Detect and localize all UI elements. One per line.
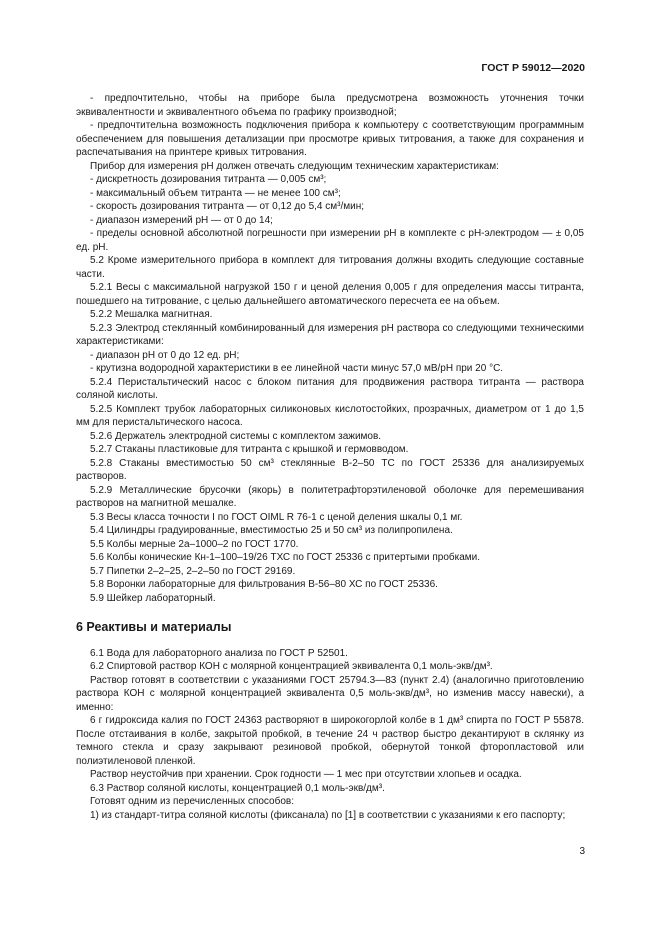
paragraph: 5.2.2 Мешалка магнитная. [90,309,213,320]
paragraph: - крутизна водородной характеристики в ее линейной части минус 57,0 мВ/рН при 20 °С. [90,363,504,374]
page-number: 3 [579,846,585,857]
paragraph: Прибор для измерения рН должен отвечать следующим техническим характеристикам: [90,160,499,172]
paragraph: 6.1 Вода для лабораторного анализа по ГОСТ Р 52501. [90,647,348,659]
paragraph: 5.4 Цилиндры градуированные, вместимостью 25 и 50 см³ из полипропилена. [90,525,453,536]
paragraph: 6.2 Спиртовой раствор КОН с молярной концентрацией эквивалента 0,1 моль-экв/дм³. [90,661,493,672]
paragraph: 5.3 Весы класса точности I по ГОСТ OIML R 76-1 с ценой деления шкалы 0,1 мг. [90,511,463,523]
paragraph: - дискретность дозирования титранта — 0,005 см³; [90,174,327,185]
paragraph: - пределы основной абсолютной погрешности при измерении рН в комплекте с рН-электродом — ± 0,05 ед. рН. [76,228,584,253]
paragraph: - скорость дозирования титранта — от 0,12 до 5,4 см³/мин; [90,201,365,212]
paragraph: 5.2.3 Электрод стеклянный комбинированный для измерения рН раствора со следующими техническими характеристиками: [76,322,584,347]
paragraph: 5.6 Колбы конические Кн-1–100–19/26 ТХС по ГОСТ 25336 с притертыми пробками. [90,552,481,563]
paragraph: Раствор неустойчив при хранении. Срок годности — 1 мес при отсутствии хлопьев и осадка. [90,769,522,780]
paragraph: 5.2.6 Держатель электродной системы с комплектом зажимов. [90,430,382,442]
paragraph: 5.2.4 Перистальтический насос с блоком питания для продвижения раствора титранта — раствора соляной кислоты. [76,376,584,401]
paragraph: 5.2.5 Комплект трубок лабораторных силиконовых кислотостойких, прозрачных, диаметром от 1 до 1,5 мм для перистальтического насоса. [76,403,584,428]
paragraph: - предпочтительно, чтобы на приборе была предусмотрена возможность уточнения точки эквивалентности и эквивалентного объема по графику производной; [76,93,584,118]
paragraph: Раствор готовят в соответствии с указаниями ГОСТ 25794.3—83 (пункт 2.4) (аналогично приготовлению раствора КОН с молярной концентрацией эквивалента 0,5 моль-экв/дм³, но изменив массу навески), а именно: [76,674,584,713]
paragraph: - диапазон рН от 0 до 12 ед. рН; [90,349,240,361]
paragraph: 5.9 Шейкер лабораторный. [90,592,216,604]
paragraph-group-2 [76,647,584,823]
paragraph: 5.8 Воронки лабораторные для фильтрования В-56–80 ХС по ГОСТ 25336. [90,579,438,590]
document-header: ГОСТ Р 59012—2020 [481,62,585,74]
paragraph: Готовят одним из перечисленных способов: [90,796,294,807]
paragraph: 5.2.7 Стаканы пластиковые для титранта с крышкой и гермовводом. [90,444,409,455]
paragraph: 6 г гидроксида калия по ГОСТ 24363 растворяют в широкогорлой колбе в 1 дм³ спирта по ГОСТ Р 55878. После отстаивания в колбе, закрытой пробкой, в течение 24 ч раствор быстро декантируют в склянку из темного стекла и сразу закрывают резиновой пробкой, обернутой тонкой фторопластовой или полиэтиленовой пленкой. [76,715,584,767]
paragraph: 5.2.1 Весы с максимальной нагрузкой 150 г и ценой деления 0,005 г для определения массы титранта, пошедшего на титрование, с целью дальнейшего автоматического пересчета ее на объем. [76,282,584,307]
paragraph: - максимальный объем титранта — не менее 100 см³; [90,187,341,199]
paragraph: - предпочтительна возможность подключения прибора к компьютеру с соответствующим программным обеспечением для повышения детализации при просмотре кривых титрования, а также для сохранения и распечатывания на принтере кривых титрования. [76,120,584,158]
paragraph: 5.7 Пипетки 2–2–25, 2–2–50 по ГОСТ 29169. [90,565,296,577]
paragraph: 5.5 Колбы мерные 2а–1000–2 по ГОСТ 1770. [90,538,299,550]
paragraph: 1) из стандарт-титра соляной кислоты (фиксанала) по [1] в соответствии с указаниями к его паспорту; [90,809,566,821]
document-body [76,92,584,822]
paragraph: 5.2 Кроме измерительного прибора в комплект для титрования должны входить следующие составные части. [76,255,584,280]
paragraph: 5.2.9 Металлические брусочки (якорь) в политетрафторэтиленовой оболочке для перемешивания растворов на магнитной мешалке. [76,484,584,509]
paragraph-group-1 [76,92,584,605]
paragraph: - диапазон измерений рН — от 0 до 14; [90,214,273,226]
section-title: 6 Реактивы и материалы [76,620,232,634]
paragraph: 5.2.8 Стаканы вместимостью 50 см³ стеклянные В-2–50 ТС по ГОСТ 25336 для анализируемых растворов. [76,457,584,482]
paragraph: 6.3 Раствор соляной кислоты, концентрацией 0,1 моль-экв/дм³. [90,782,385,794]
